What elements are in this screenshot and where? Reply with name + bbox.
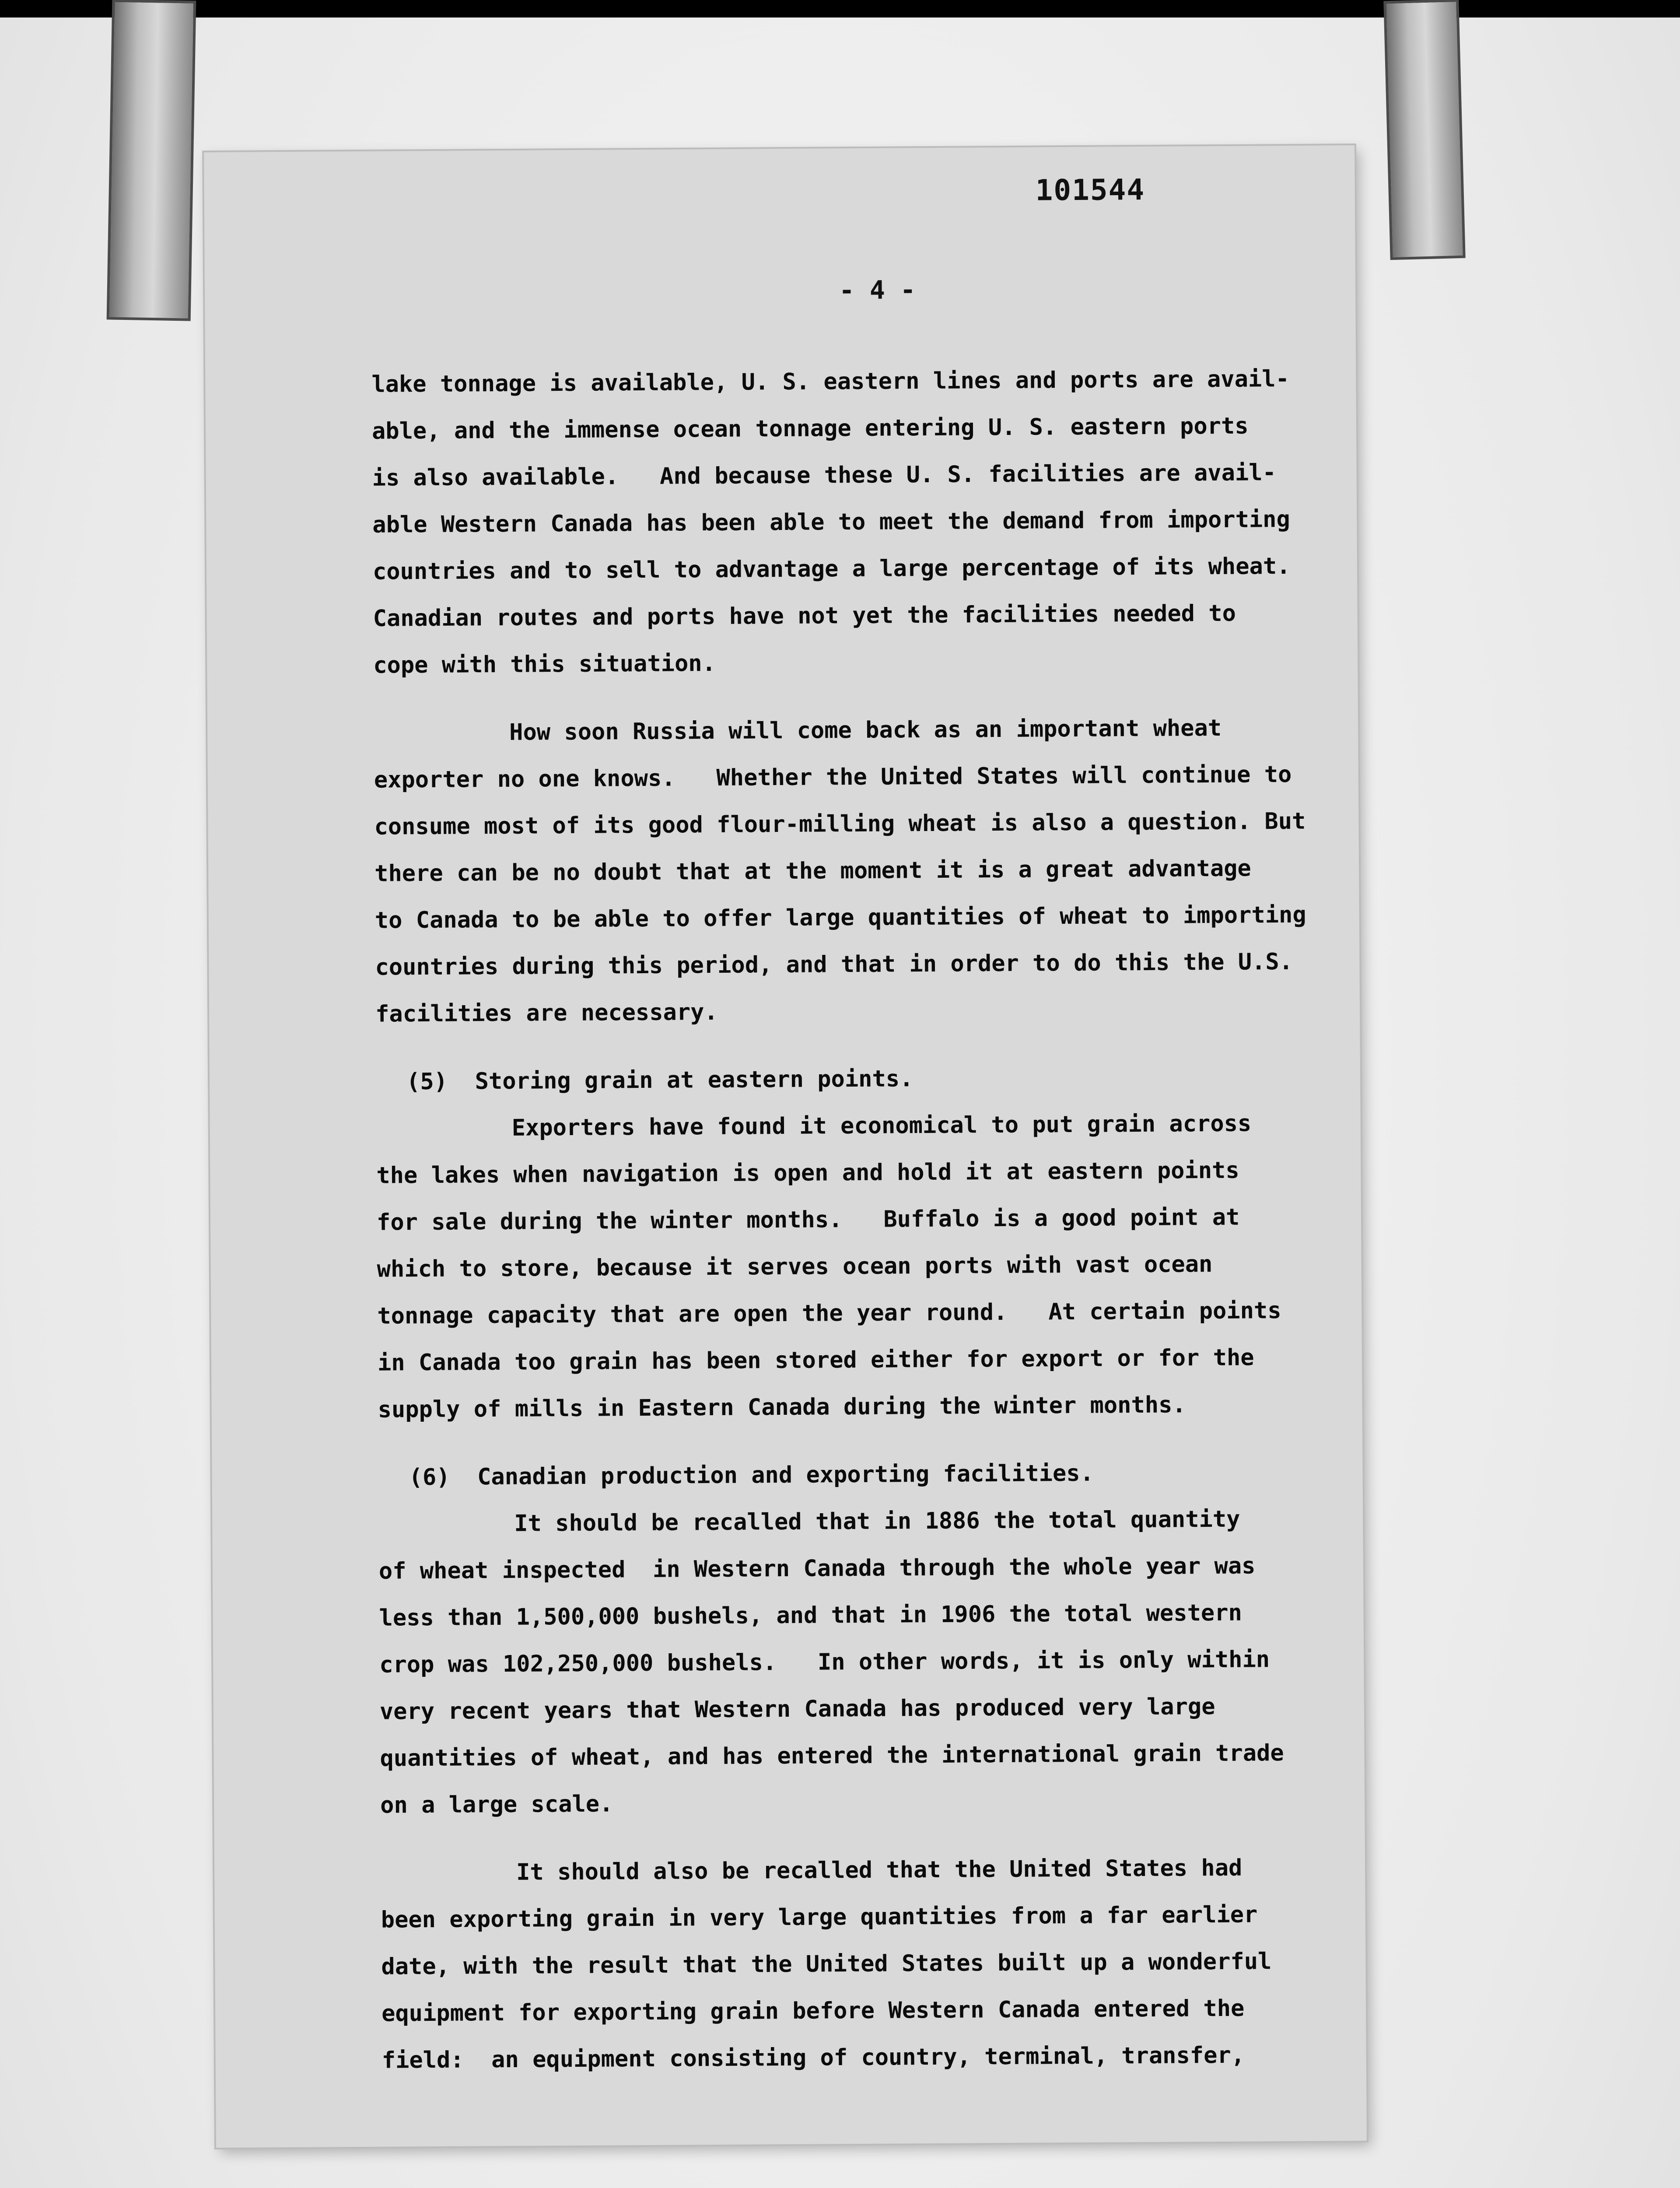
text-line: less than 1,500,000 bushels, and that in 1906 the total western [379, 1599, 1242, 1631]
section-heading: (5) Storing grain at eastern points. [406, 1066, 914, 1095]
text-line: very recent years that Western Canada has produced very large [379, 1694, 1215, 1725]
text-line: to Canada to be able to offer large quantities of wheat to importing [374, 901, 1306, 934]
text-line: is also available. And because these U. S. facilities are avail- [372, 459, 1277, 491]
text-line: tonnage capacity that are open the year round. At certain points [377, 1297, 1281, 1329]
document-body [371, 356, 1327, 2084]
text-line: exporter no one knows. Whether the United States will continue to [374, 761, 1292, 793]
text-line: there can be no doubt that at the moment it is a great advantage [374, 855, 1251, 887]
tape-strip-top-right [1383, 0, 1465, 260]
text-line: in Canada too grain has been stored either for export or for the [377, 1344, 1254, 1376]
text-line: countries and to sell to advantage a large percentage of its wheat. [372, 553, 1291, 585]
text-line: of wheat inspected in Western Canada through the whole year was [378, 1553, 1256, 1585]
document-number: 101544 [1035, 172, 1145, 207]
text-line: able Western Canada has been able to meet the demand from importing [372, 506, 1290, 538]
text-line: It should also be recalled that the United States had [516, 1855, 1242, 1886]
text-line: countries during this period, and that in order to do this the U.S. [375, 948, 1293, 981]
document-page [204, 145, 1367, 2148]
text-line: date, with the result that the United States built up a wonderful [381, 1948, 1272, 1980]
text-line: on a large scale. [380, 1791, 613, 1819]
text-line: facilities are necessary. [375, 999, 718, 1027]
text-line: consume most of its good flour-milling wheat is also a question. But [374, 808, 1306, 840]
text-line: able, and the immense ocean tonnage entering U. S. eastern ports [371, 413, 1249, 445]
tape-strip-top-left [107, 0, 196, 321]
text-line: supply of mills in Eastern Canada during the winter months. [378, 1392, 1186, 1423]
text-line: Canadian routes and ports have not yet the facilities needed to [373, 600, 1236, 632]
text-line: equipment for exporting grain before Western Canada entered the [381, 1995, 1245, 2027]
text-line: How soon Russia will come back as an important wheat [509, 715, 1222, 746]
text-line: which to store, because it serves ocean ports with vast ocean [377, 1251, 1213, 1283]
text-line: for sale during the winter months. Buffalo is a good point at [376, 1204, 1240, 1236]
text-line: lake tonnage is available, U. S. eastern lines and ports are avail- [371, 365, 1290, 398]
text-line: cope with this situation. [373, 650, 716, 679]
text-line: Exporters have found it economical to put grain across [511, 1110, 1252, 1141]
text-line: been exporting grain in very large quantities from a far earlier [381, 1901, 1258, 1933]
section-heading: (6) Canadian production and exporting facilities. [409, 1460, 1094, 1491]
text-line: It should be recalled that in 1886 the total quantity [514, 1506, 1240, 1537]
page-number: - 4 - [839, 275, 916, 305]
text-line: the lakes when navigation is open and hold it at eastern points [376, 1157, 1239, 1189]
text-line: field: an equipment consisting of country, terminal, transfer, [382, 2042, 1245, 2074]
text-line: quantities of wheat, and has entered the international grain trade [380, 1740, 1284, 1772]
text-line: crop was 102,250,000 bushels. In other words, it is only within [379, 1646, 1270, 1678]
